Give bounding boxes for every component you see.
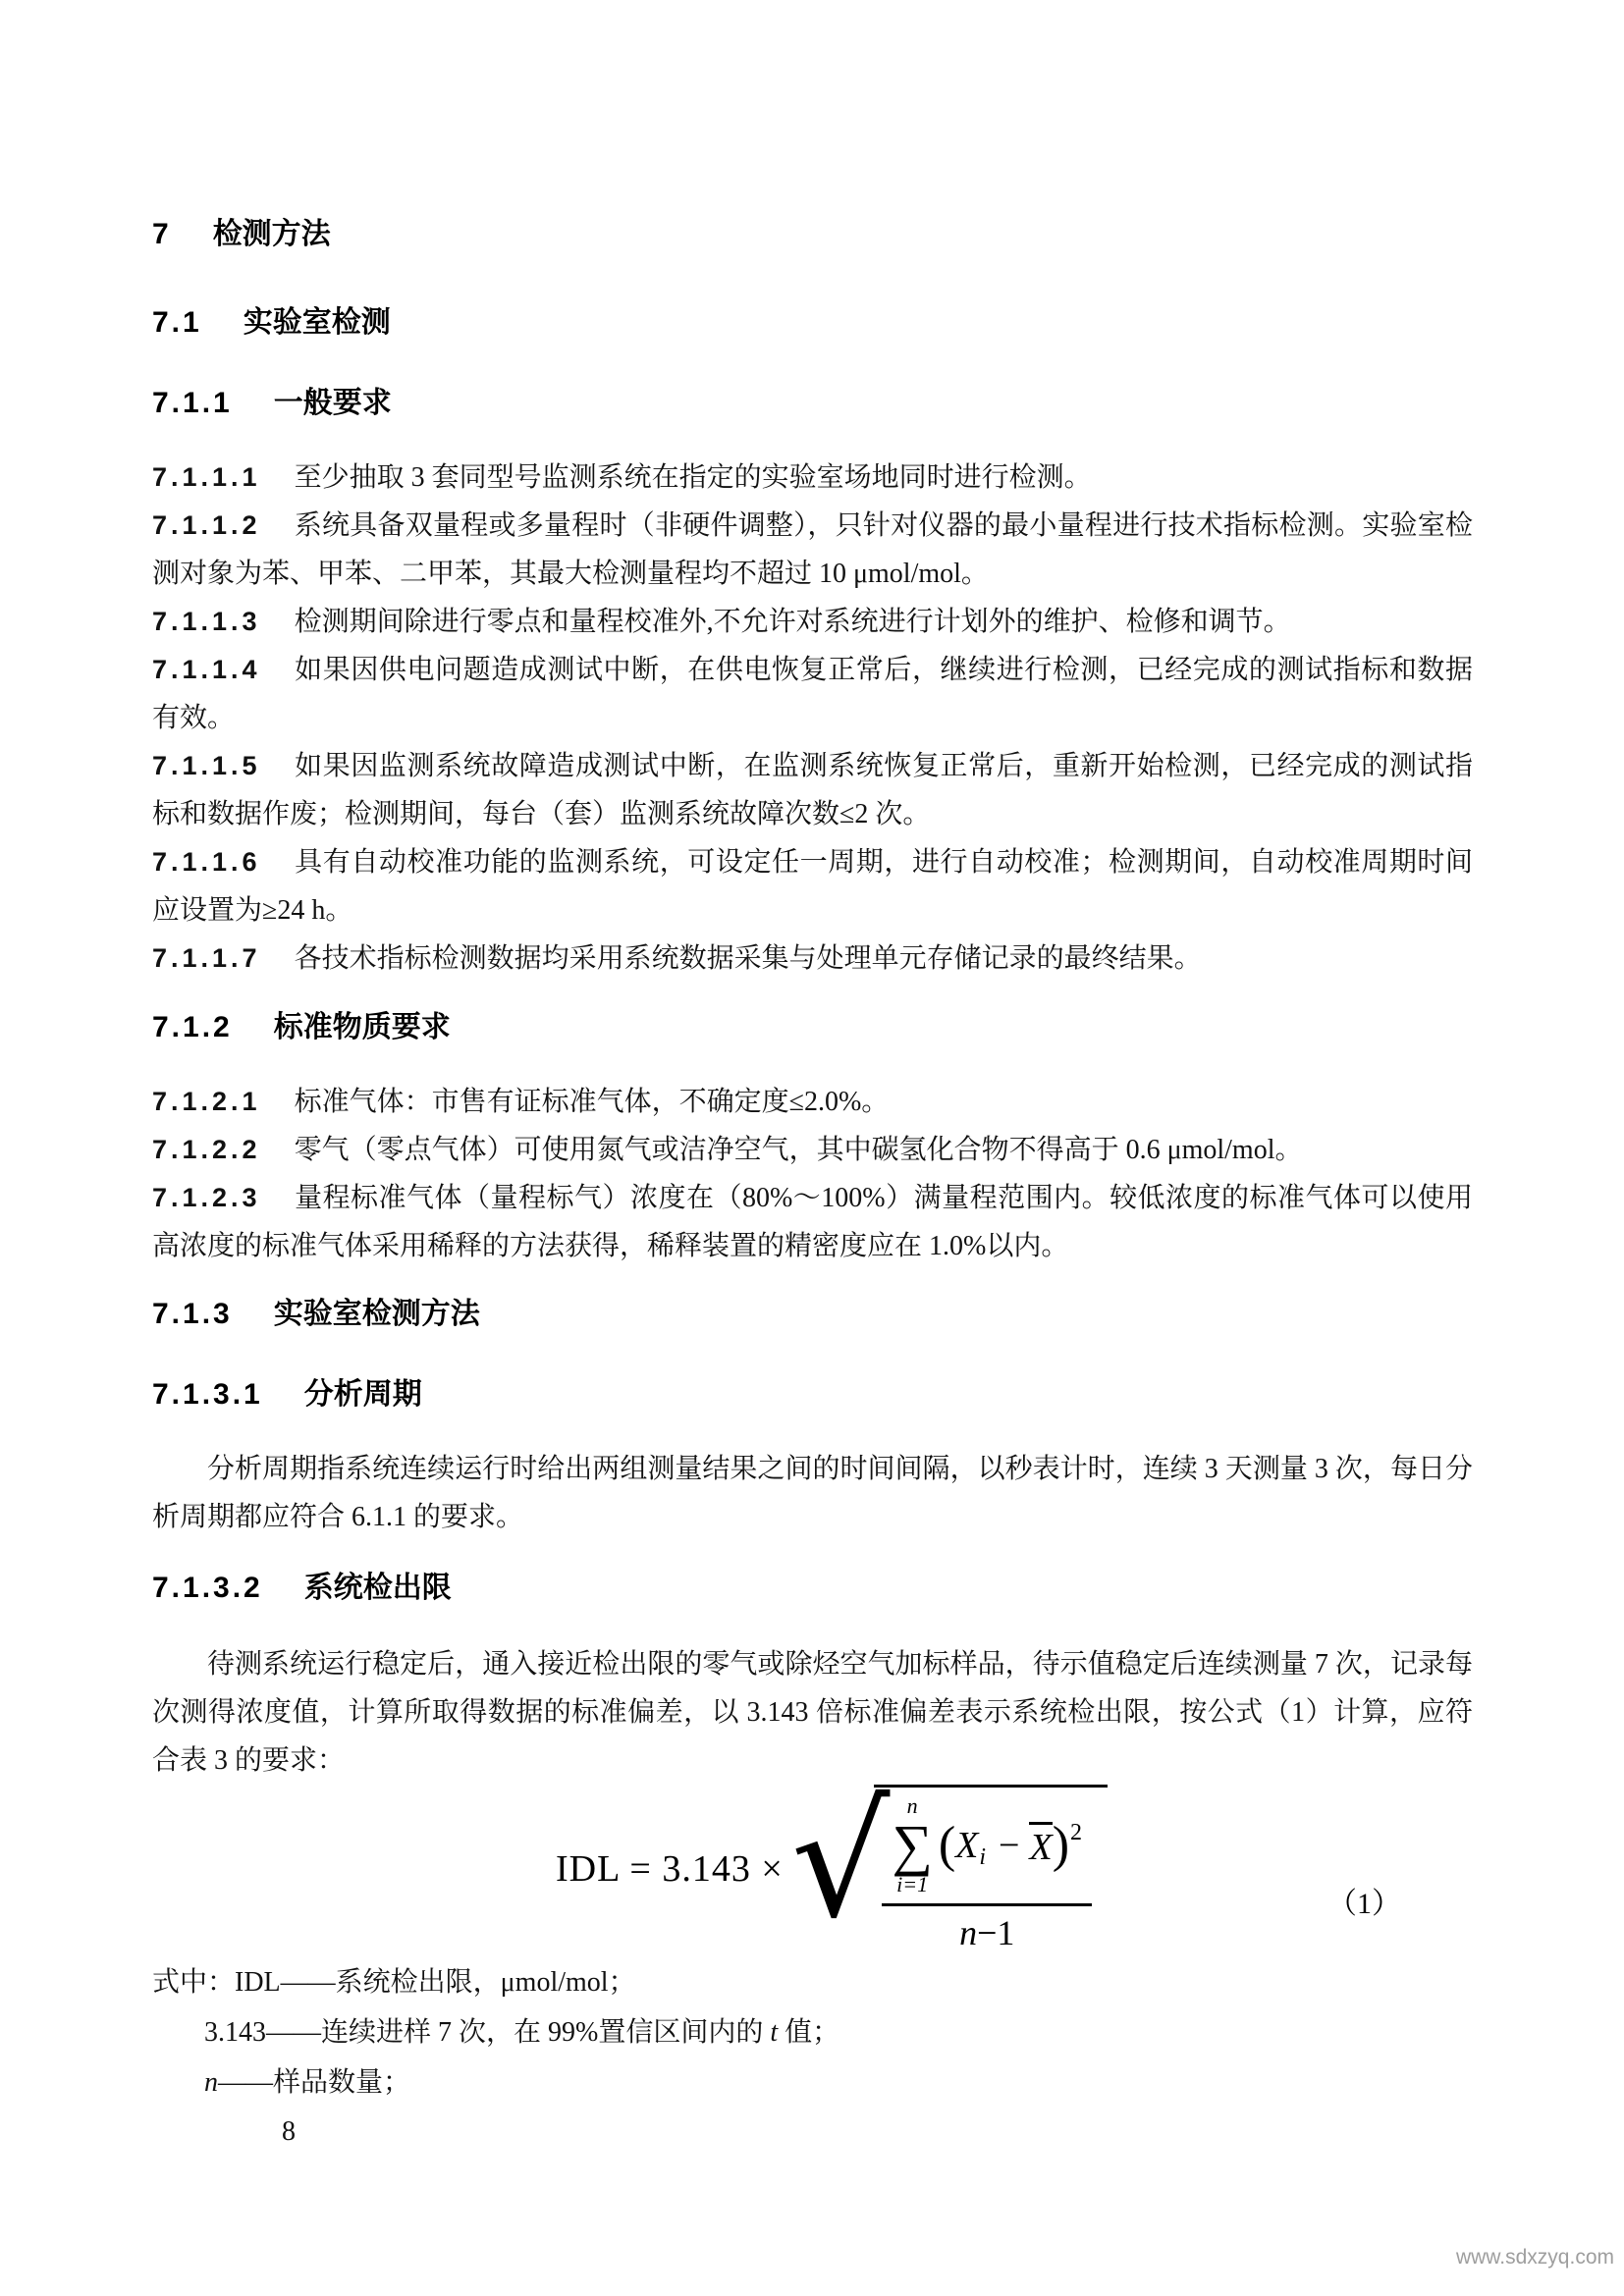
clause-text: 标准气体：市售有证标准气体，不确定度≤2.0%。	[294, 1087, 890, 1117]
section-number: 7.1	[152, 306, 202, 339]
sum-lower-limit: i=1	[896, 1872, 929, 1896]
section-heading-7	[152, 216, 1473, 253]
clause-number: 7.1.2.3	[152, 1183, 261, 1212]
clause-7-1-1-4	[152, 646, 1473, 742]
close-paren: )	[1052, 1817, 1070, 1873]
clause-number: 7.1.1.4	[152, 655, 261, 684]
formula-definitions	[152, 1957, 1473, 2108]
clause-text: 具有自动校准功能的监测系统，可设定任一周期，进行自动校准；检测期间，自动校准周期时间应设置为≥24 h。	[152, 847, 1473, 926]
clause-number: 7.1.1.7	[152, 943, 261, 973]
definition-n	[152, 2057, 1473, 2108]
fraction-denominator	[959, 1906, 1014, 1953]
idl-formula	[556, 1772, 1108, 1953]
clause-7-1-2-1	[152, 1078, 1473, 1126]
section-title: 系统检出限	[303, 1572, 452, 1604]
page-number: 8	[282, 2116, 296, 2147]
clause-7-1-1-1	[152, 454, 1473, 502]
section-number: 7	[152, 218, 172, 250]
sum-upper-limit: n	[906, 1793, 918, 1818]
section-heading-7-1-3-2	[152, 1570, 1473, 1607]
clause-number: 7.1.2.2	[152, 1135, 261, 1164]
clause-7-1-1-2	[152, 502, 1473, 598]
section-title: 检测方法	[212, 218, 331, 250]
squared-deviation-expression	[938, 1817, 1083, 1873]
body-paragraph-detection-limit: 待测系统运行稳定后，通入接近检出限的零气或除烃空气加标样品，待示值稳定后连续测量 7 次，记录每次测得浓度值，计算所取得数据的标准偏差，以 3.143 倍标准偏差表示系统检出限，按公式（1）计算，应符合表 3 的要求：	[152, 1649, 1473, 1776]
definition-text: 值；	[778, 2017, 840, 2048]
definition-idl: 式中：IDL——系统检出限，μmol/mol；	[152, 1967, 636, 1998]
n-variable: n	[204, 2067, 218, 2098]
clause-7-1-2-3	[152, 1174, 1473, 1270]
clause-text: 零气（零点气体）可使用氮气或洁净空气，其中碳氢化合物不得高于 0.6 μmol/mol。	[294, 1135, 1303, 1165]
section-heading-7-1-3	[152, 1296, 1473, 1333]
clause-text: 系统具备双量程或多量程时（非硬件调整），只针对仪器的最小量程进行技术指标检测。实验室检测对象为苯、甲苯、二甲苯，其最大检测量程均不超过 10 μmol/mol。	[152, 510, 1473, 589]
x-variable: X	[955, 1825, 979, 1866]
sum-symbol: ∑	[892, 1813, 933, 1877]
clause-number: 7.1.1.2	[152, 510, 261, 540]
section-number: 7.1.3	[152, 1298, 233, 1330]
radicand	[874, 1785, 1108, 1953]
equation-label: （1）	[1327, 1888, 1401, 1920]
section-title: 一般要求	[273, 387, 392, 419]
exponent: 2	[1070, 1820, 1083, 1845]
body-paragraph-analysis-period: 分析周期指系统连续运行时给出两组测量结果之间的时间间隔，以秒表计时，连续 3 天测量 3 次，每日分析周期都应符合 6.1.1 的要求。	[152, 1454, 1473, 1532]
section-title: 分析周期	[303, 1378, 422, 1411]
section-title: 标准物质要求	[273, 1011, 451, 1043]
open-paren: (	[938, 1817, 956, 1873]
x-subscript: i	[979, 1844, 987, 1870]
section-number: 7.1.2	[152, 1011, 233, 1043]
clause-text: 量程标准气体（量程标气）浓度在（80%～100%）满量程范围内。较低浓度的标准气体可以使用高浓度的标准气体采用稀释的方法获得，稀释装置的精密度应在 1.0%以内。	[152, 1183, 1473, 1261]
sigma-sum	[892, 1795, 932, 1896]
t-variable: t	[770, 2017, 779, 2048]
equation-block	[152, 1772, 1473, 1952]
section-title: 实验室检测	[243, 306, 391, 339]
clause-7-1-2-2	[152, 1126, 1473, 1174]
clause-number: 7.1.1.5	[152, 751, 261, 780]
radical-sign: √	[790, 1772, 891, 1952]
clause-7-1-1-5	[152, 742, 1473, 838]
clause-text: 检测期间除进行零点和量程校准外,不允许对系统进行计划外的维护、检修和调节。	[294, 607, 1291, 637]
definition-t-value	[152, 2007, 1473, 2057]
clause-7-1-1-3	[152, 598, 1473, 646]
section-heading-7-1	[152, 304, 1473, 342]
clause-number: 7.1.1.6	[152, 847, 261, 877]
clause-7-1-1-7	[152, 934, 1473, 983]
formula-lhs: IDL = 3.143 ×	[556, 1848, 784, 1890]
section-title: 实验室检测方法	[273, 1298, 480, 1330]
section-heading-7-1-3-1	[152, 1376, 1473, 1414]
section-heading-7-1-2	[152, 1009, 1473, 1046]
watermark: www.sdxzyq.com	[1455, 2246, 1614, 2269]
definition-text: 3.143——连续进样 7 次，在 99%置信区间内的	[204, 2017, 771, 2048]
section-heading-7-1-1	[152, 385, 1473, 422]
section-number: 7.1.3.2	[152, 1572, 263, 1604]
denominator-rest: −1	[977, 1913, 1015, 1952]
clause-number: 7.1.1.3	[152, 607, 261, 636]
minus-sign: −	[999, 1825, 1020, 1866]
definition-text: ——样品数量；	[218, 2067, 411, 2098]
clause-7-1-1-6	[152, 838, 1473, 934]
n-variable: n	[959, 1913, 978, 1952]
section-number: 7.1.3.1	[152, 1378, 263, 1411]
fraction-numerator	[882, 1795, 1092, 1906]
clause-text: 如果因监测系统故障造成测试中断，在监测系统恢复正常后，重新开始检测，已经完成的测试指标和数据作废；检测期间，每台（套）监测系统故障次数≤2 次。	[152, 751, 1473, 829]
clause-text: 如果因供电问题造成测试中断，在供电恢复正常后，继续进行检测，已经完成的测试指标和数据有效。	[152, 655, 1473, 733]
sqrt-radical	[790, 1772, 1108, 1953]
clause-number: 7.1.1.1	[152, 462, 261, 492]
x-mean: X	[1029, 1822, 1052, 1869]
clause-text: 各技术指标检测数据均采用系统数据采集与处理单元存储记录的最终结果。	[294, 943, 1202, 974]
clause-text: 至少抽取 3 套同型号监测系统在指定的实验室场地同时进行检测。	[294, 462, 1092, 493]
clause-number: 7.1.2.1	[152, 1087, 261, 1116]
section-number: 7.1.1	[152, 387, 233, 419]
